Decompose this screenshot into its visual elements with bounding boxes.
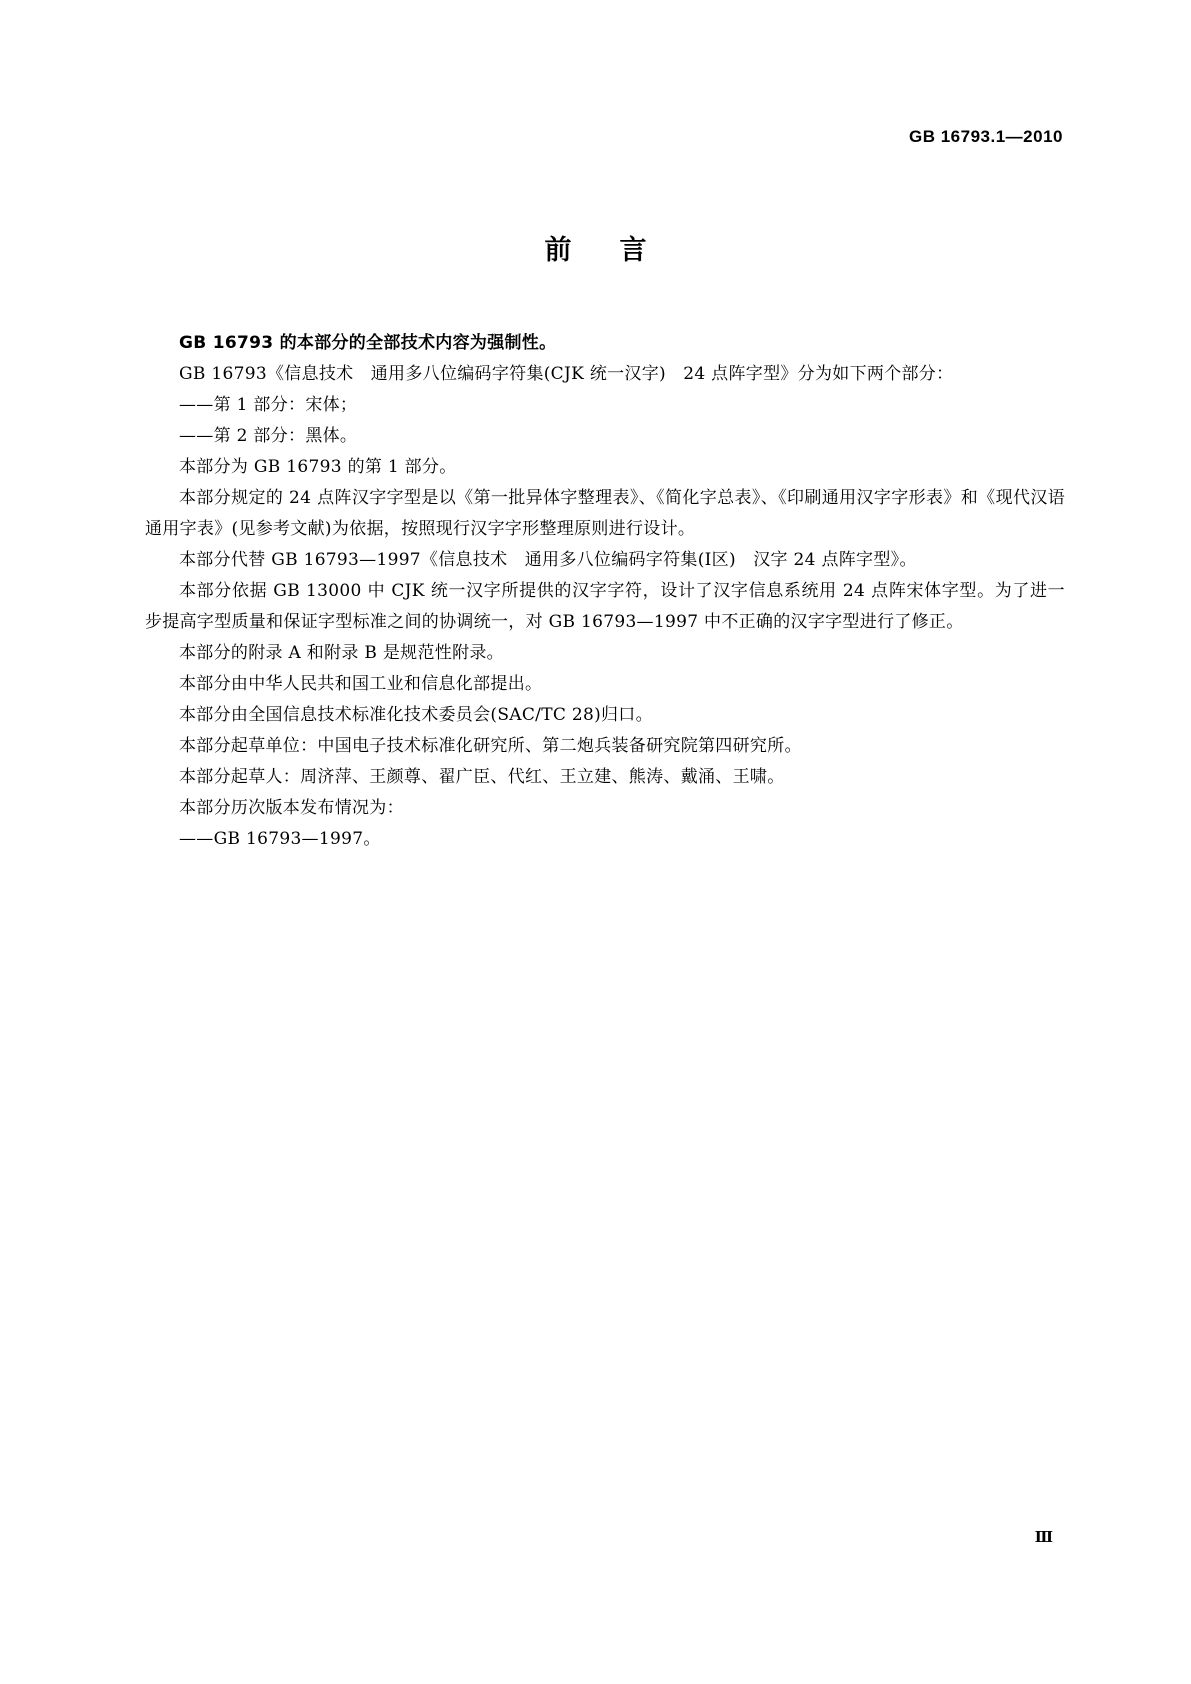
paragraph-proposer: 本部分由中华人民共和国工业和信息化部提出。 [179,674,543,694]
list-item-part-1: ——第 1 部分：宋体； [179,395,358,415]
list-item-part-2: ——第 2 部分：黑体。 [179,426,358,446]
paragraph-drafters: 本部分起草人：周济萍、王颜尊、翟广臣、代红、王立建、熊涛、戴涌、王啸。 [179,767,785,787]
paragraph-annexes: 本部分的附录 A 和附录 B 是规范性附录。 [179,643,504,663]
mandatory-statement: GB 16793 的本部分的全部技术内容为强制性。 [179,333,557,353]
page-title: 前言 [544,235,695,266]
paragraph-design-basis: 本部分规定的 24 点阵汉字字型是以《第一批异体字整理表》、《简化字总表》、《印刷通用汉字字形表》和《现代汉语通用字表》(见参考文献)为依据，按照现行汉字字形整理原则进行设计。 [145,488,1065,539]
paragraph-parts-intro: GB 16793《信息技术 通用多八位编码字符集(CJK 统一汉字) 24 点阵字型》分为如下两个部分： [179,364,954,384]
paragraph-revision: 本部分依据 GB 13000 中 CJK 统一汉字所提供的汉字字符，设计了汉字信息系统用 24 点阵宋体字型。为了进一步提高字型质量和保证字型标准之间的协调统一，对 GB 16793—1997 中不正确的汉字字型进行了修正。 [145,581,1065,632]
paragraph-administration: 本部分由全国信息技术标准化技术委员会(SAC/TC 28)归口。 [179,705,653,725]
paragraph-part-statement: 本部分为 GB 16793 的第 1 部分。 [179,457,457,477]
paragraph-replacement: 本部分代替 GB 16793—1997《信息技术 通用多八位编码字符集(Ⅰ区) 汉字 24 点阵字型》。 [179,550,917,570]
list-item-history-version: ——GB 16793—1997。 [179,829,381,849]
paragraph-history-intro: 本部分历次版本发布情况为： [179,798,404,818]
standard-number-header: GB 16793.1—2010 [909,127,1063,146]
paragraph-drafting-units: 本部分起草单位：中国电子技术标准化研究所、第二炮兵装备研究院第四研究所。 [179,736,802,756]
foreword-body [145,328,1065,855]
page-number: Ⅲ [1034,1528,1053,1546]
